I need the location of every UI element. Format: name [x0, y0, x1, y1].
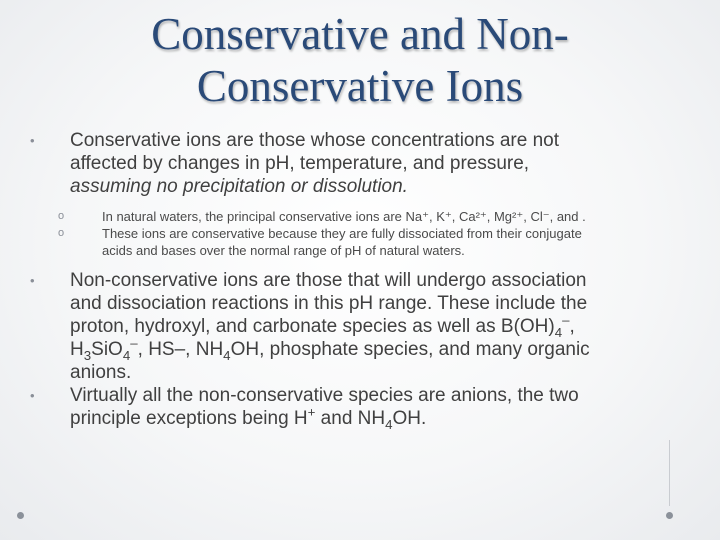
- bullet-icon: •: [30, 388, 35, 403]
- text-run: H: [70, 339, 84, 360]
- text-run: and NH: [315, 408, 386, 429]
- superscript: +: [307, 404, 316, 420]
- superscript: –: [562, 312, 570, 328]
- bullet-text-italic: assuming no precipitation or dissolution.: [70, 176, 408, 197]
- text-run: proton, hydroxyl, and carbonate species as well as B(OH): [70, 316, 555, 337]
- bullet-icon: •: [30, 133, 35, 148]
- text-run: ,: [569, 316, 575, 337]
- sub-bullet-icon: o: [58, 227, 65, 239]
- sub-bullet-text: In natural waters, the principal conservative ions are Na⁺, K⁺, Ca²⁺, Mg²⁺, Cl⁻, and .: [102, 209, 586, 224]
- sub-bullet-dissociation: [30, 225, 690, 259]
- subscript: 4: [554, 324, 563, 340]
- bullet-text: Non-conservative ions are those that will undergo association: [70, 270, 587, 291]
- decor-line-right: [669, 440, 670, 506]
- bullet-text: affected by changes in pH, temperature, and pressure,: [70, 153, 530, 174]
- subscript: 4: [385, 416, 393, 432]
- subscript: 4: [223, 347, 231, 363]
- bullet-text: and dissociation reactions in this pH range. These include the: [70, 293, 588, 314]
- slide-title-line-2: Conservative Ions: [196, 61, 524, 111]
- text-run: OH.: [392, 408, 427, 429]
- bullet-text: anions.: [70, 362, 132, 383]
- sub-bullet-list: [30, 208, 690, 259]
- bullet-icon: •: [30, 273, 35, 288]
- slide-title-line-1: Conservative and Non-: [151, 9, 569, 59]
- bullet-anion-exceptions: [30, 384, 690, 430]
- bullet-text: [70, 335, 690, 363]
- bullet-text: Conservative ions are those whose concentrations are not: [70, 130, 559, 151]
- sub-bullet-text: acids and bases over the normal range of pH of natural waters.: [102, 243, 465, 258]
- subscript: 4: [122, 347, 131, 363]
- slide-body: [30, 129, 690, 430]
- text-run: OH, phosphate species, and many organic: [230, 339, 590, 360]
- subscript: 3: [83, 347, 92, 363]
- bullet-text: [70, 312, 690, 340]
- decor-dot-right: [666, 512, 673, 519]
- text-run: , HS–, NH: [137, 339, 224, 360]
- text-run: SiO: [91, 339, 123, 360]
- bullet-conservative-definition: [30, 129, 690, 198]
- superscript: –: [130, 335, 138, 351]
- bullet-text: [70, 404, 690, 432]
- bullet-non-conservative-definition: [30, 269, 690, 384]
- sub-bullet-principal-ions: [30, 208, 690, 225]
- decor-dot-left: [17, 512, 24, 519]
- bullet-text: Virtually all the non-conservative species are anions, the two: [70, 385, 579, 406]
- sub-bullet-icon: o: [58, 210, 65, 222]
- slide-title: [60, 8, 660, 112]
- sub-bullet-text: These ions are conservative because they are fully dissociated from their conjugate: [102, 226, 582, 241]
- text-run: principle exceptions being H: [70, 408, 308, 429]
